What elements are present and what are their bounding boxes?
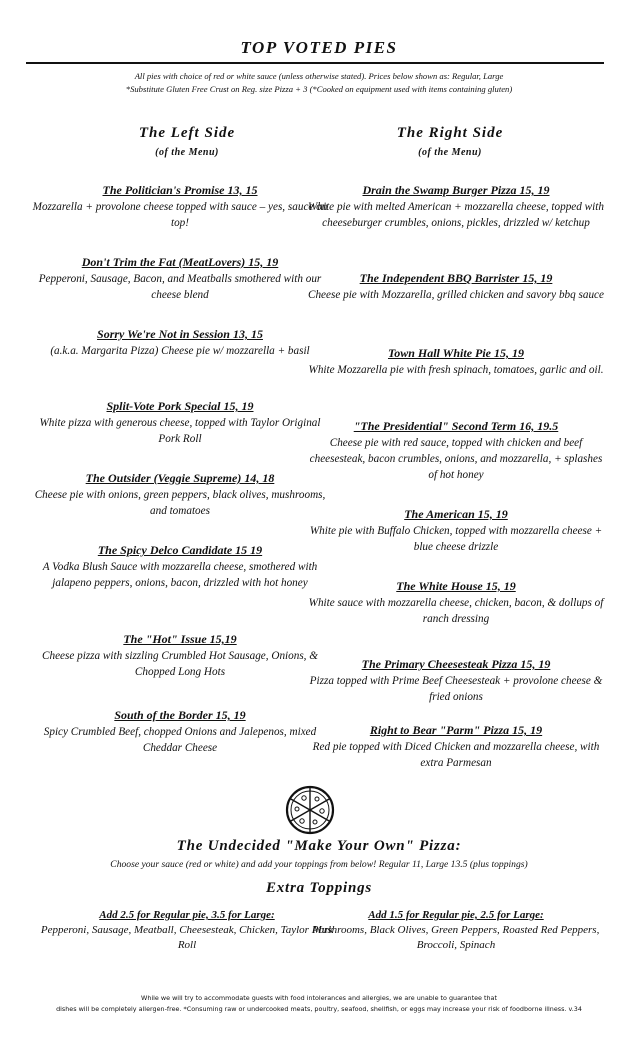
menu-item — [306, 270, 606, 303]
item-description: Cheese pie with Mozzarella, grilled chicken and savory bbq sauce — [308, 289, 604, 301]
menu-item — [306, 578, 606, 627]
item-name: Don't Trim the Fat (MeatLovers) 15, 19 — [81, 255, 279, 269]
item-description: Spicy Crumbled Beef, chopped Onions and Jalepenos, mixed Cheddar Cheese — [43, 726, 317, 754]
item-name: The Independent BBQ Barrister 15, 19 — [359, 271, 553, 285]
consumption-warning: dishes will be completely allergen-free. *Consuming raw or undercooked meats, poultry, seafood, shellfish, or eggs may increase your risk of foodborne illness. v.34 — [56, 1005, 582, 1013]
item-description: White Mozzarella pie with fresh spinach, tomatoes, garlic and oil. — [308, 364, 604, 376]
toppings-list: Pepperoni, Sausage, Meatball, Cheesesteak, Chicken, Taylor Pork Roll — [40, 924, 334, 951]
item-description: White pie with Buffalo Chicken, topped with mozzarella cheese + blue cheese drizzle — [309, 525, 603, 553]
right-column-header — [300, 124, 600, 158]
item-name: The Spicy Delco Candidate 15 19 — [97, 543, 263, 557]
item-description: (a.k.a. Margarita Pizza) Cheese pie w/ mozzarella + basil — [50, 345, 310, 357]
left-column-subtitle: (of the Menu) — [155, 147, 219, 158]
left-column-title: The Left Side — [138, 125, 236, 141]
menu-item — [30, 707, 330, 756]
menu-item — [306, 506, 606, 555]
title-divider — [26, 62, 604, 64]
menu-item — [306, 182, 606, 231]
item-name: The American 15, 19 — [404, 507, 508, 521]
item-description: Cheese pizza with sizzling Crumbled Hot Sausage, Onions, & Chopped Long Hots — [42, 650, 318, 678]
item-description: White pizza with generous cheese, topped with Taylor Original Pork Roll — [39, 417, 321, 445]
toppings-price-label: Add 2.5 for Regular pie, 3.5 for Large: — [99, 909, 275, 921]
item-name: Sorry We're Not in Session 13, 15 — [97, 327, 263, 341]
item-name: The Outsider (Veggie Supreme) 14, 18 — [85, 471, 275, 485]
menu-item — [30, 398, 330, 447]
item-name: "The Presidential" Second Term 16, 19.5 — [353, 419, 559, 433]
menu-item — [306, 722, 606, 771]
item-description: Cheese pie with red sauce, topped with chicken and beef cheesesteak, bacon crumbles, onions, and mozzarella, + splashes of hot honey — [309, 437, 603, 481]
right-column-title: The Right Side — [396, 125, 504, 141]
item-description: A Vodka Blush Sauce with mozzarella cheese, smothered with jalapeno peppers, onions, bacon, drizzled with hot honey — [42, 561, 318, 589]
menu-item — [30, 470, 330, 519]
item-description: Pizza topped with Prime Beef Cheesesteak + provolone cheese & fried onions — [309, 675, 603, 703]
item-name: Town Hall White Pie 15, 19 — [387, 346, 525, 360]
menu-item — [306, 418, 606, 483]
item-description: Mozzarella + provolone cheese topped with sauce – yes, sauce on top! — [32, 201, 328, 229]
item-name: The Primary Cheesesteak Pizza 15, 19 — [361, 657, 551, 671]
item-description: White sauce with mozzarella cheese, chicken, bacon, & dollups of ranch dressing — [308, 597, 604, 625]
item-name: Split-Vote Pork Special 15, 19 — [106, 399, 254, 413]
menu-item — [25, 542, 335, 591]
menu-item — [306, 656, 606, 705]
menu-item — [30, 254, 330, 303]
make-your-own-title: The Undecided "Make Your Own" Pizza: — [176, 838, 462, 854]
menu-item — [30, 631, 330, 680]
item-name: The Politician's Promise 13, 15 — [102, 183, 258, 197]
gluten-free-note: *Substitute Gluten Free Crust on Reg. size Pizza + 3 (*Cooked on equipment used with items containing gluten) — [125, 84, 513, 94]
menu-title: TOP VOTED PIES — [240, 38, 398, 57]
item-name: South of the Border 15, 19 — [114, 708, 246, 722]
item-name: Drain the Swamp Burger Pizza 15, 19 — [362, 183, 550, 197]
item-name: Right to Bear "Parm" Pizza 15, 19 — [369, 723, 543, 737]
allergen-disclaimer: While we will try to accommodate guests with food intolerances and allergies, we are unable to guarantee that — [141, 994, 497, 1002]
left-column-header — [37, 124, 337, 158]
toppings-list: Mushrooms, Black Olives, Green Peppers, Roasted Red Peppers, Broccoli, Spinach — [312, 924, 600, 951]
extra-toppings-title: Extra Toppings — [265, 880, 373, 896]
toppings-price-label: Add 1.5 for Regular pie, 2.5 for Large: — [368, 909, 544, 921]
item-name: The "Hot" Issue 15,19 — [123, 632, 237, 646]
right-column-subtitle: (of the Menu) — [418, 147, 482, 158]
menu-item — [30, 182, 330, 231]
make-your-own-subtitle: Choose your sauce (red or white) and add your toppings from below! Regular 11, Large 13.5 (plus toppings) — [110, 859, 528, 870]
menu-item — [306, 345, 606, 378]
item-description: Red pie topped with Diced Chicken and mozzarella cheese, with extra Parmesan — [312, 741, 600, 769]
menu-item — [30, 326, 330, 359]
pizza-icon — [284, 784, 336, 836]
sauce-note: All pies with choice of red or white sauce (unless otherwise stated). Prices below shown as: Regular, Large — [134, 71, 504, 81]
toppings-group-meats — [37, 908, 337, 953]
item-description: White pie with melted American + mozzarella cheese, topped with cheeseburger crumbles, onions, pickles, drizzled w/ ketchup — [308, 201, 604, 229]
toppings-group-veggies — [306, 908, 606, 953]
item-description: Cheese pie with onions, green peppers, black olives, mushrooms, and tomatoes — [34, 489, 326, 517]
item-name: The White House 15, 19 — [396, 579, 516, 593]
item-description: Pepperoni, Sausage, Bacon, and Meatballs smothered with our cheese blend — [38, 273, 322, 301]
